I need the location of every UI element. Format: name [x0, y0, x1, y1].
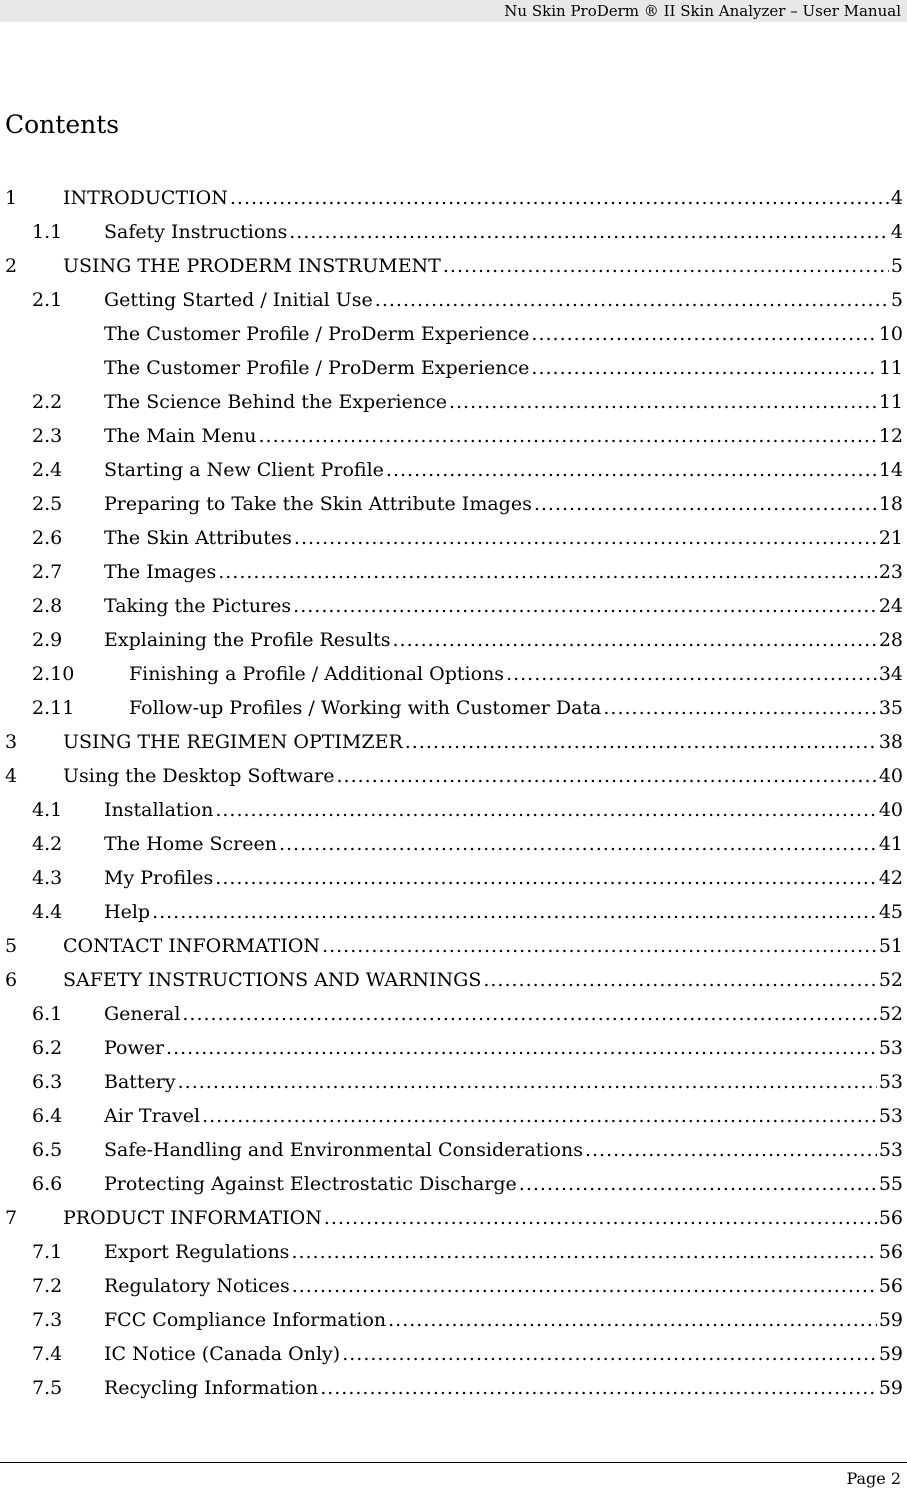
toc-entry-number: 6	[5, 969, 18, 991]
toc-entry[interactable]	[0, 1031, 907, 1065]
toc-entry-title[interactable]: Installation	[104, 799, 214, 821]
toc-entry[interactable]	[0, 623, 907, 657]
toc-dot-leader	[337, 759, 877, 793]
toc-entry-title[interactable]: SAFETY INSTRUCTIONS AND WARNINGS	[63, 969, 482, 991]
toc-dot-leader	[603, 691, 876, 725]
toc-entry-page[interactable]: 51	[878, 935, 903, 957]
toc-entry-title[interactable]: USING THE PRODERM INSTRUMENT	[63, 255, 441, 277]
toc-entry-page[interactable]: 11	[878, 391, 903, 413]
toc-dot-leader	[531, 351, 876, 385]
toc-entry[interactable]	[0, 929, 907, 963]
toc-entry[interactable]	[0, 963, 907, 997]
toc-dot-leader	[215, 861, 877, 895]
toc-entry-page[interactable]: 21	[878, 527, 903, 549]
toc-dot-leader	[322, 929, 877, 963]
toc-entry-title[interactable]: Recycling Information	[104, 1377, 319, 1399]
toc-entry-number: 6.6	[32, 1173, 63, 1195]
toc-dot-leader	[449, 385, 877, 419]
toc-entry-title[interactable]: Starting a New Client Profile	[104, 459, 384, 481]
toc-dot-leader	[202, 1099, 877, 1133]
toc-entry[interactable]	[0, 317, 907, 351]
toc-entry-page[interactable]: 59	[878, 1343, 903, 1365]
toc-entry-page[interactable]: 59	[878, 1309, 903, 1331]
toc-entry[interactable]	[0, 1167, 907, 1201]
toc-entry-page[interactable]: 14	[878, 459, 903, 481]
toc-dot-leader	[218, 555, 877, 589]
toc-entry[interactable]	[0, 1133, 907, 1167]
toc-entry-title[interactable]: Export Regulations	[104, 1241, 290, 1263]
toc-entry-title[interactable]: Protecting Against Electrostatic Discharge	[104, 1173, 517, 1195]
toc-entry-page[interactable]: 12	[878, 425, 903, 447]
footer-divider	[0, 1462, 907, 1463]
toc-dot-leader	[320, 1371, 877, 1405]
toc-entry[interactable]	[0, 385, 907, 419]
toc-entry-title[interactable]: CONTACT INFORMATION	[63, 935, 321, 957]
toc-dot-leader	[291, 1235, 876, 1269]
toc-entry-number: 2.4	[32, 459, 63, 481]
toc-entry-title[interactable]: The Main Menu	[104, 425, 257, 447]
toc-entry[interactable]	[0, 1201, 907, 1235]
toc-entry[interactable]	[0, 589, 907, 623]
toc-entry-page[interactable]: 35	[878, 697, 903, 719]
toc-dot-leader	[292, 1269, 877, 1303]
toc-entry-number: 7.5	[32, 1377, 63, 1399]
toc-entry-title[interactable]: The Images	[104, 561, 217, 583]
toc-entry-title[interactable]: The Skin Attributes	[104, 527, 292, 549]
toc-entry[interactable]	[0, 1303, 907, 1337]
toc-entry[interactable]	[0, 249, 907, 283]
toc-entry[interactable]	[0, 521, 907, 555]
toc-entry-title[interactable]: IC Notice (Canada Only)	[104, 1343, 341, 1365]
toc-entry[interactable]	[0, 997, 907, 1031]
toc-entry-number: 7.4	[32, 1343, 63, 1365]
toc-dot-leader	[342, 1337, 877, 1371]
toc-entry-title[interactable]: Getting Started / Initial Use	[104, 289, 373, 311]
toc-entry[interactable]	[0, 215, 907, 249]
toc-entry-page[interactable]: 59	[878, 1377, 903, 1399]
toc-dot-leader	[506, 657, 877, 691]
toc-entry-page[interactable]: 34	[878, 663, 903, 685]
toc-entry-page[interactable]: 23	[878, 561, 903, 583]
toc-entry-page[interactable]: 11	[878, 357, 903, 379]
toc-entry-title[interactable]: Preparing to Take the Skin Attribute Images	[104, 493, 532, 515]
toc-entry-page[interactable]: 53	[878, 1037, 903, 1059]
toc-entry[interactable]	[0, 487, 907, 521]
toc-entry-number: 7.2	[32, 1275, 63, 1297]
toc-entry-number: 5	[5, 935, 18, 957]
toc-entry-number: 2.1	[32, 289, 63, 311]
toc-dot-leader	[279, 827, 877, 861]
toc-entry-number: 2.11	[32, 697, 75, 719]
toc-entry-title[interactable]: PRODUCT INFORMATION	[63, 1207, 322, 1229]
toc-entry-title[interactable]: INTRODUCTION	[63, 187, 228, 209]
toc-entry[interactable]	[0, 725, 907, 759]
toc-entry-page[interactable]: 55	[878, 1173, 903, 1195]
toc-entry-title[interactable]: Regulatory Notices	[104, 1275, 290, 1297]
toc-entry-page[interactable]: 52	[878, 969, 903, 991]
toc-dot-leader	[519, 1167, 877, 1201]
toc-entry-number: 1.1	[32, 221, 63, 243]
toc-entry-number: 4.1	[32, 799, 63, 821]
toc-entry-title[interactable]: Help	[104, 901, 151, 923]
toc-entry[interactable]	[0, 861, 907, 895]
toc-entry-number: 2.8	[32, 595, 63, 617]
toc-entry-page[interactable]: 52	[878, 1003, 903, 1025]
toc-dot-leader	[534, 487, 877, 521]
toc-entry-page[interactable]: 4	[890, 221, 903, 243]
toc-entry-number: 7	[5, 1207, 18, 1229]
toc-entry-number: 2.3	[32, 425, 63, 447]
toc-entry[interactable]	[0, 1337, 907, 1371]
toc-entry-page[interactable]: 10	[878, 323, 903, 345]
toc-entry-page[interactable]: 24	[878, 595, 903, 617]
toc-entry-title[interactable]: My Profiles	[104, 867, 214, 889]
toc-entry-page[interactable]: 56	[878, 1207, 903, 1229]
toc-entry-number: 2.6	[32, 527, 63, 549]
toc-entry[interactable]	[0, 555, 907, 589]
toc-dot-leader	[215, 793, 876, 827]
toc-dot-leader	[324, 1201, 877, 1235]
toc-entry-page[interactable]: 53	[878, 1105, 903, 1127]
toc-entry-title[interactable]: USING THE REGIMEN OPTIMZER	[63, 731, 403, 753]
toc-entry[interactable]	[0, 419, 907, 453]
toc-dot-leader	[230, 181, 889, 215]
toc-dot-leader	[152, 895, 877, 929]
toc-dot-leader	[388, 1303, 877, 1337]
toc-entry-page[interactable]: 56	[878, 1275, 903, 1297]
toc-entry[interactable]	[0, 181, 907, 215]
toc-dot-leader	[178, 1065, 877, 1099]
toc-entry-number: 4.2	[32, 833, 63, 855]
toc-entry-number: 6.2	[32, 1037, 63, 1059]
toc-entry-number: 2	[5, 255, 18, 277]
toc-entry[interactable]	[0, 283, 907, 317]
running-header	[0, 0, 907, 22]
toc-entry[interactable]	[0, 1371, 907, 1405]
toc-entry-page[interactable]: 4	[890, 187, 903, 209]
toc-entry-page[interactable]: 5	[890, 255, 903, 277]
toc-entry-number: 2.10	[32, 663, 75, 685]
toc-entry-number: 6.4	[32, 1105, 63, 1127]
toc-dot-leader	[289, 215, 889, 249]
toc-entry-page[interactable]: 38	[878, 731, 903, 753]
toc-entry[interactable]	[0, 827, 907, 861]
header-title: Nu Skin ProDerm ® II Skin Analyzer – User Manual	[504, 2, 901, 20]
toc-entry-page[interactable]: 42	[878, 867, 903, 889]
toc-entry[interactable]	[0, 793, 907, 827]
toc-dot-leader	[405, 725, 877, 759]
toc-entry[interactable]	[0, 657, 907, 691]
toc-entry-number: 7.1	[32, 1241, 63, 1263]
toc-entry-title[interactable]: Finishing a Profile / Additional Options	[129, 663, 505, 685]
toc-entry-page[interactable]: 28	[878, 629, 903, 651]
page-number: Page 2	[846, 1469, 901, 1488]
toc-dot-leader	[259, 419, 877, 453]
toc-entry-title[interactable]: The Science Behind the Experience	[104, 391, 447, 413]
toc-entry-page[interactable]: 5	[890, 289, 903, 311]
toc-entry-number: 3	[5, 731, 18, 753]
toc-entry[interactable]	[0, 351, 907, 385]
table-of-contents	[0, 181, 907, 1405]
toc-dot-leader	[293, 589, 877, 623]
toc-entry-title[interactable]: The Customer Profile / ProDerm Experience	[104, 357, 530, 379]
toc-entry-title[interactable]: The Customer Profile / ProDerm Experience	[104, 323, 530, 345]
toc-dot-leader	[443, 249, 889, 283]
toc-entry[interactable]	[0, 1235, 907, 1269]
toc-entry-title[interactable]: The Home Screen	[104, 833, 277, 855]
toc-dot-leader	[386, 453, 877, 487]
toc-entry[interactable]	[0, 691, 907, 725]
toc-entry-title[interactable]: Using the Desktop Software	[63, 765, 335, 787]
toc-entry-number: 6.3	[32, 1071, 63, 1093]
toc-dot-leader	[166, 1031, 877, 1065]
toc-entry-number: 2.2	[32, 391, 63, 413]
toc-entry-title[interactable]: Safety Instructions	[104, 221, 288, 243]
toc-dot-leader	[483, 963, 876, 997]
toc-entry[interactable]	[0, 1065, 907, 1099]
toc-entry-number: 1	[5, 187, 18, 209]
toc-entry-page[interactable]: 41	[878, 833, 903, 855]
toc-entry-page[interactable]: 53	[878, 1139, 903, 1161]
toc-entry-number: 6.5	[32, 1139, 63, 1161]
toc-entry-number: 6.1	[32, 1003, 63, 1025]
toc-entry-title[interactable]: Power	[104, 1037, 165, 1059]
toc-entry-title[interactable]: General	[104, 1003, 181, 1025]
toc-entry-title[interactable]: Explaining the Profile Results	[104, 629, 391, 651]
toc-entry-title[interactable]: Battery	[104, 1071, 176, 1093]
toc-entry-number: 4	[5, 765, 18, 787]
toc-entry[interactable]	[0, 1269, 907, 1303]
toc-entry-page[interactable]: 40	[878, 765, 903, 787]
toc-entry[interactable]	[0, 759, 907, 793]
toc-entry[interactable]	[0, 453, 907, 487]
toc-dot-leader	[585, 1133, 877, 1167]
toc-entry-page[interactable]: 56	[878, 1241, 903, 1263]
toc-entry-title[interactable]: Safe-Handling and Environmental Considerations	[104, 1139, 583, 1161]
toc-dot-leader	[392, 623, 876, 657]
toc-dot-leader	[531, 317, 876, 351]
toc-entry-number: 4.4	[32, 901, 63, 923]
toc-entry-number: 2.5	[32, 493, 63, 515]
contents-heading: Contents	[5, 110, 120, 139]
toc-entry[interactable]	[0, 1099, 907, 1133]
toc-entry-page[interactable]: 18	[878, 493, 903, 515]
toc-dot-leader	[375, 283, 889, 317]
toc-entry-title[interactable]: Follow-up Profiles / Working with Customer Data	[129, 697, 602, 719]
toc-entry-number: 2.9	[32, 629, 63, 651]
toc-entry-page[interactable]: 45	[878, 901, 903, 923]
toc-entry-page[interactable]: 40	[878, 799, 903, 821]
toc-dot-leader	[294, 521, 877, 555]
toc-entry-page[interactable]: 53	[878, 1071, 903, 1093]
toc-entry-title[interactable]: Air Travel	[104, 1105, 201, 1127]
toc-dot-leader	[182, 997, 876, 1031]
toc-entry-number: 7.3	[32, 1309, 63, 1331]
toc-entry-number: 2.7	[32, 561, 63, 583]
toc-entry-number: 4.3	[32, 867, 63, 889]
toc-entry-title[interactable]: FCC Compliance Information	[104, 1309, 387, 1331]
toc-entry-title[interactable]: Taking the Pictures	[104, 595, 292, 617]
toc-entry[interactable]	[0, 895, 907, 929]
